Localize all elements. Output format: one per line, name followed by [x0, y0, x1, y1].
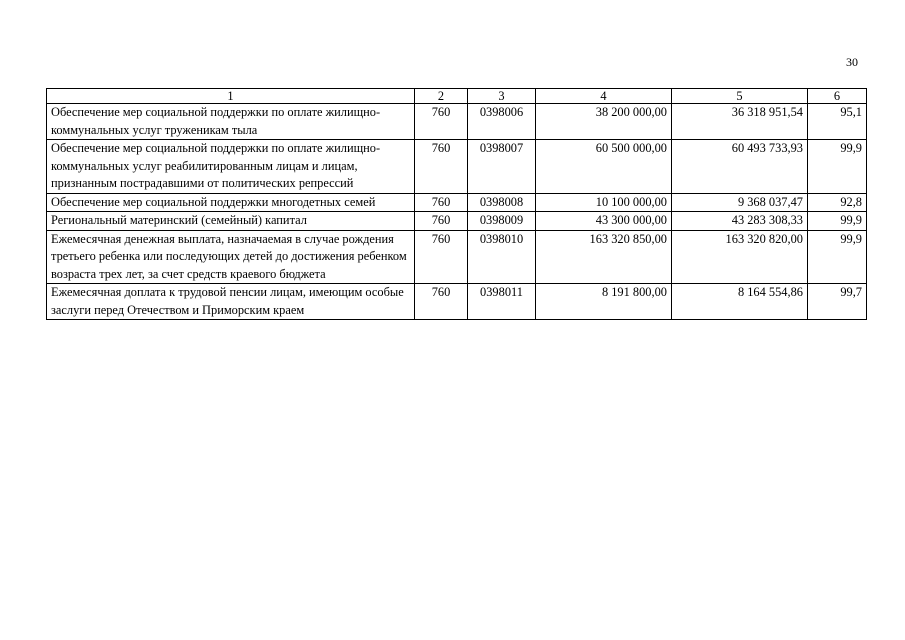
row-plan-amount: 38 200 000,00 — [536, 104, 672, 140]
row-ministry-code: 760 — [415, 212, 468, 231]
row-target-code: 0398008 — [468, 193, 536, 212]
row-ministry-code: 760 — [415, 193, 468, 212]
row-plan-amount: 60 500 000,00 — [536, 140, 672, 194]
column-header-name: 1 — [47, 89, 415, 104]
table-row — [47, 193, 867, 212]
row-plan-amount: 8 191 800,00 — [536, 284, 672, 320]
column-header-ministry: 2 — [415, 89, 468, 104]
row-plan-amount: 10 100 000,00 — [536, 193, 672, 212]
row-name: Обеспечение мер социальной поддержки по оплате жилищно-коммунальных услуг реабилитированным лицам и лицам, признанным пострадавшими от политических репрессий — [47, 140, 415, 194]
table-row — [47, 212, 867, 231]
table-row — [47, 230, 867, 284]
row-plan-amount: 163 320 850,00 — [536, 230, 672, 284]
row-target-code: 0398007 — [468, 140, 536, 194]
row-ministry-code: 760 — [415, 284, 468, 320]
table-row — [47, 284, 867, 320]
row-name: Ежемесячная доплата к трудовой пенсии лицам, имеющим особые заслуги перед Отечеством и Приморским краем — [47, 284, 415, 320]
row-fact-amount: 9 368 037,47 — [672, 193, 808, 212]
table-row — [47, 140, 867, 194]
row-percent: 99,9 — [808, 140, 867, 194]
row-percent: 92,8 — [808, 193, 867, 212]
row-name: Региональный материнский (семейный) капитал — [47, 212, 415, 231]
table-row — [47, 104, 867, 140]
row-fact-amount: 60 493 733,93 — [672, 140, 808, 194]
row-fact-amount: 163 320 820,00 — [672, 230, 808, 284]
row-name: Ежемесячная денежная выплата, назначаемая в случае рождения третьего ребенка или последующих детей до достижения ребенком возраста трех лет, за счет средств краевого бюджета — [47, 230, 415, 284]
row-fact-amount: 8 164 554,86 — [672, 284, 808, 320]
table-header-row — [47, 89, 867, 104]
row-ministry-code: 760 — [415, 140, 468, 194]
row-name: Обеспечение мер социальной поддержки по оплате жилищно-коммунальных услуг труженикам тыла — [47, 104, 415, 140]
budget-execution-table — [46, 88, 867, 320]
page-number: 30 — [846, 55, 858, 69]
row-fact-amount: 43 283 308,33 — [672, 212, 808, 231]
row-target-code: 0398010 — [468, 230, 536, 284]
column-header-percent: 6 — [808, 89, 867, 104]
row-target-code: 0398011 — [468, 284, 536, 320]
column-header-plan: 4 — [536, 89, 672, 104]
row-percent: 99,9 — [808, 230, 867, 284]
row-target-code: 0398006 — [468, 104, 536, 140]
column-header-fact: 5 — [672, 89, 808, 104]
column-header-code: 3 — [468, 89, 536, 104]
row-plan-amount: 43 300 000,00 — [536, 212, 672, 231]
row-ministry-code: 760 — [415, 104, 468, 140]
row-target-code: 0398009 — [468, 212, 536, 231]
row-percent: 99,7 — [808, 284, 867, 320]
row-percent: 99,9 — [808, 212, 867, 231]
row-ministry-code: 760 — [415, 230, 468, 284]
row-percent: 95,1 — [808, 104, 867, 140]
row-fact-amount: 36 318 951,54 — [672, 104, 808, 140]
row-name: Обеспечение мер социальной поддержки многодетных семей — [47, 193, 415, 212]
